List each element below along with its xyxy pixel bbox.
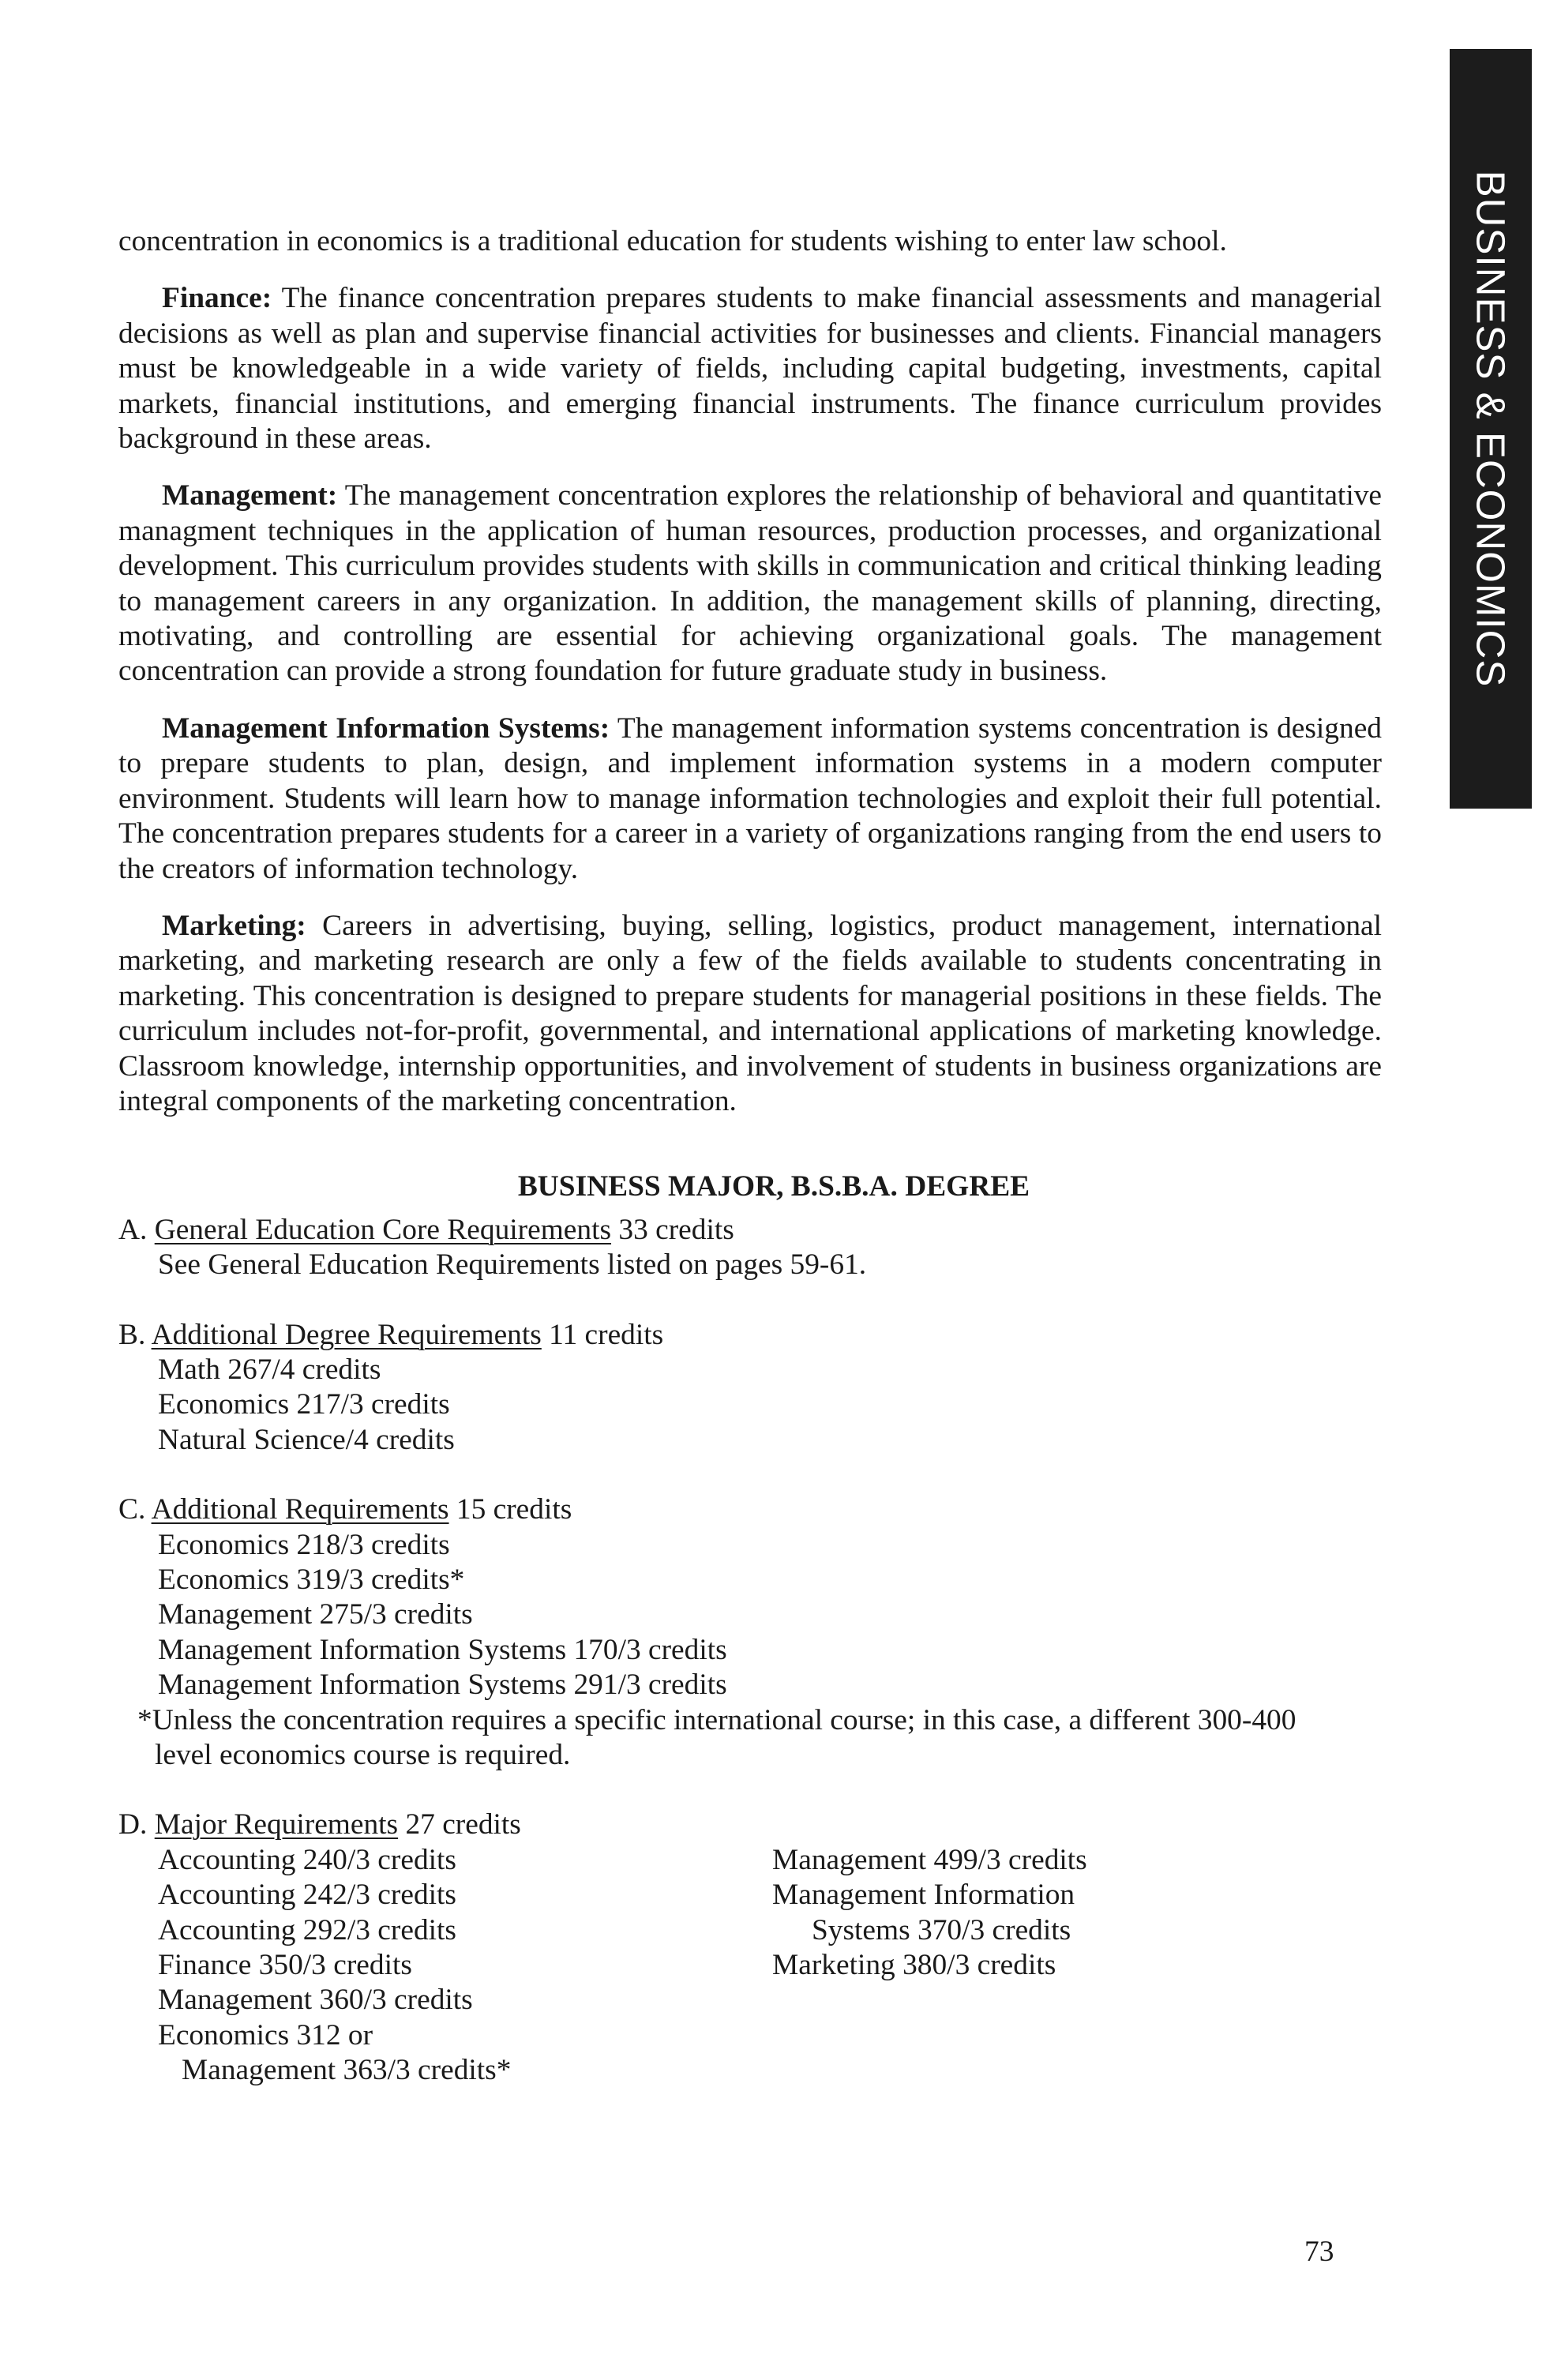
requirement-a-credits: 33 credits — [611, 1213, 734, 1246]
requirement-c-item: Management Information Systems 170/3 credits — [158, 1633, 727, 1666]
mis-paragraph — [118, 711, 1382, 887]
requirement-d-item: Finance 350/3 credits — [158, 1949, 412, 1982]
marketing-paragraph — [118, 909, 1382, 1119]
mis-label: Management Information Systems: — [162, 711, 610, 745]
requirement-a-title-line — [118, 1213, 1382, 1248]
finance-text: The finance concentration prepares students to make financial assessments and managerial decisions as well as plan and supervise financial activities for businesses and clients. Financial managers must be knowledgeable in a wide variety of fields, including capital budgeting, investments, capital markets, financial institutions, and emerging financial instruments. The finance curriculum provides background in these areas. — [118, 282, 1382, 456]
requirement-d-left-column — [118, 1843, 772, 2089]
requirement-c-item: Economics 218/3 credits — [158, 1528, 450, 1561]
requirement-c — [118, 1492, 1382, 1773]
requirement-d-item: Management 360/3 credits — [158, 1984, 473, 2017]
requirement-c-title: Additional Requirements — [151, 1493, 449, 1526]
requirement-d-credits: 27 credits — [398, 1808, 521, 1841]
finance-label: Finance: — [162, 282, 272, 315]
requirement-c-prefix: C. — [118, 1493, 152, 1526]
requirement-d — [118, 1808, 1382, 2088]
requirement-a — [118, 1213, 1382, 1283]
requirement-c-credits: 15 credits — [448, 1493, 572, 1526]
requirement-d-item: Management 363/3 credits* — [182, 2054, 512, 2087]
section-side-tab — [1450, 49, 1532, 809]
page-content — [118, 224, 1382, 2123]
requirement-b-credits: 11 credits — [541, 1318, 664, 1351]
requirement-d-item: Accounting 242/3 credits — [158, 1879, 456, 1912]
requirement-a-prefix: A. — [118, 1213, 155, 1246]
side-tab-label: BUSINESS & ECONOMICS — [1468, 170, 1514, 688]
requirement-d-item: Management Information — [772, 1879, 1075, 1912]
requirement-d-item: Management 499/3 credits — [772, 1843, 1087, 1876]
requirement-b — [118, 1318, 1382, 1458]
requirement-b-prefix: B. — [118, 1318, 152, 1351]
requirement-b-item: Economics 217/3 credits — [158, 1388, 450, 1421]
requirement-d-columns — [118, 1843, 1382, 2089]
requirement-d-item: Accounting 240/3 credits — [158, 1843, 456, 1876]
management-text: The management concentration explores the relationship of behavioral and quantitative managment techniques in the application of human resources, production processes, and organizational development. This curriculum provides students with skills in communication and critical thinking leading to management careers in any organization. In addition, the management skills of planning, directing, motivating, and controlling are essential for achieving organizational goals. The management concentration can provide a strong foundation for future graduate study in business. — [118, 479, 1382, 688]
finance-paragraph — [118, 281, 1382, 456]
requirement-d-prefix: D. — [118, 1808, 155, 1841]
requirement-b-item: Math 267/4 credits — [158, 1353, 381, 1386]
mis-text: The management information systems concentration is designed to prepare students to plan, design, and implement information systems in a modern computer environment. Students will learn how to manage information technologies and exploit their full potential. The concentration prepares students for a career in a variety of organizations ranging from the end users to the creators of information technology. — [118, 711, 1382, 885]
requirement-b-item: Natural Science/4 credits — [158, 1423, 455, 1456]
requirement-d-item: Marketing 380/3 credits — [772, 1949, 1056, 1982]
requirement-b-title: Additional Degree Requirements — [151, 1318, 542, 1351]
requirement-d-title: Major Requirements — [154, 1808, 399, 1841]
requirement-a-title: General Education Core Requirements — [154, 1213, 612, 1246]
requirement-b-title-line — [118, 1318, 1382, 1353]
requirement-d-right-column — [772, 1843, 1325, 2089]
requirement-a-note: See General Education Requirements listed on pages 59-61. — [158, 1248, 867, 1282]
management-label: Management: — [162, 479, 338, 512]
requirement-c-title-line — [118, 1492, 1382, 1527]
economics-paragraph-continuation: concentration in economics is a traditional education for students wishing to enter law school. — [118, 225, 1227, 257]
requirement-d-title-line — [118, 1808, 1382, 1842]
requirement-c-item: Management Information Systems 291/3 credits — [158, 1669, 727, 1702]
marketing-label: Marketing: — [162, 909, 306, 942]
requirement-d-item: Economics 312 or — [158, 2018, 373, 2052]
requirement-c-footnote: *Unless the concentration requires a specific international course; in this case, a different 300-400 level economics course is required. — [137, 1703, 1296, 1772]
requirement-c-item: Economics 319/3 credits* — [158, 1564, 465, 1596]
requirement-d-item: Accounting 292/3 credits — [158, 1913, 456, 1946]
requirement-d-item: Systems 370/3 credits — [812, 1913, 1071, 1946]
requirement-c-item: Management 275/3 credits — [158, 1598, 473, 1631]
marketing-text: Careers in advertising, buying, selling, logistics, product management, international marketing, and marketing research are only a few of the fields available to students concentrating in marketing. This concentration is designed to prepare students for managerial positions in these fields. The curriculum includes not-for-profit, governmental, and international applications of marketing knowledge. Classroom knowledge, internship opportunities, and involvement of students in business organizations are integral components of the marketing concentration. — [118, 909, 1382, 1117]
page-number: 73 — [1304, 2235, 1334, 2268]
degree-heading: BUSINESS MAJOR, B.S.B.A. DEGREE — [517, 1170, 1030, 1203]
management-paragraph — [118, 479, 1382, 689]
